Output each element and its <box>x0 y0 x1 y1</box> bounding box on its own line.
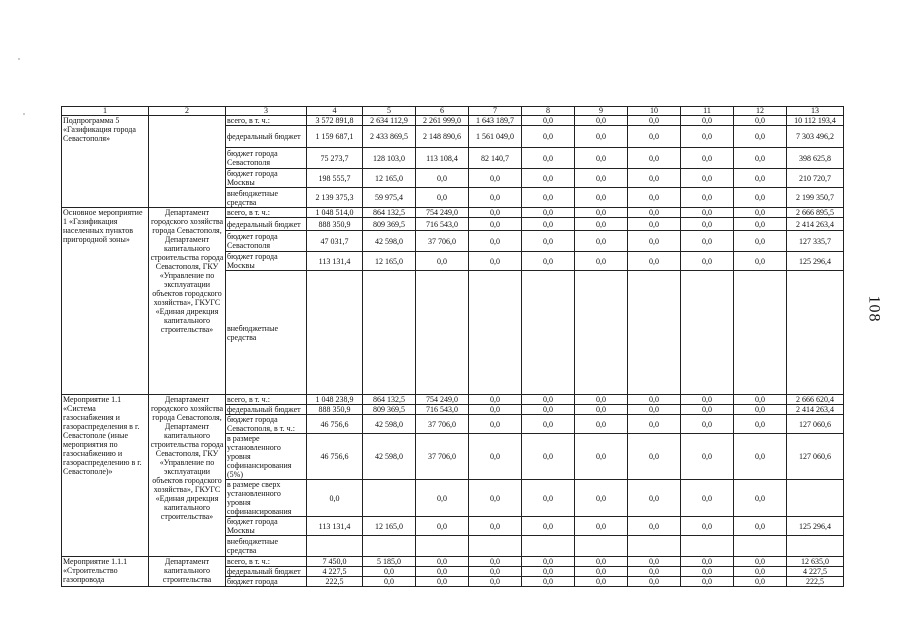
amount-cell: 0,0 <box>575 169 628 188</box>
amount-cell <box>575 271 628 395</box>
program-name-cell: Мероприятие 1.1 «Система газоснабжения и газораспределения в г. Севастополе (иные мероприятия по газоснабжению и газораспределению в г. Севастополе)» <box>62 395 149 557</box>
amount-cell: 12 165,0 <box>363 169 416 188</box>
amount-cell: 888 350,9 <box>307 405 363 415</box>
amount-cell <box>522 271 575 395</box>
amount-cell: 10 112 193,4 <box>787 116 844 126</box>
amount-cell: 0,0 <box>681 567 734 577</box>
program-name-cell: Основное мероприятие 1 «Газификация населенных пунктов пригородной зоны» <box>62 208 149 395</box>
amount-cell: 37 706,0 <box>416 415 469 434</box>
funding-source-cell: внебюджетные средства <box>226 188 307 208</box>
amount-cell: 0,0 <box>681 188 734 208</box>
column-number-cell: 8 <box>522 107 575 116</box>
amount-cell: 0,0 <box>681 517 734 536</box>
program-name-cell: Мероприятие 1.1.1 «Строительство газопровода <box>62 557 149 587</box>
amount-cell: 0,0 <box>734 169 787 188</box>
amount-cell: 0,0 <box>681 252 734 271</box>
amount-cell <box>787 536 844 557</box>
table-row <box>62 395 844 405</box>
column-number-row <box>62 107 844 116</box>
amount-cell: 128 103,0 <box>363 148 416 169</box>
amount-cell: 198 555,7 <box>307 169 363 188</box>
amount-cell: 0,0 <box>628 188 681 208</box>
amount-cell: 1 159 687,1 <box>307 126 363 148</box>
amount-cell: 37 706,0 <box>416 434 469 480</box>
funding-source-cell: федеральный бюджет <box>226 218 307 231</box>
amount-cell <box>469 536 522 557</box>
amount-cell: 0,0 <box>469 231 522 252</box>
amount-cell: 0,0 <box>628 169 681 188</box>
amount-cell <box>416 536 469 557</box>
amount-cell: 47 031,7 <box>307 231 363 252</box>
amount-cell: 0,0 <box>416 169 469 188</box>
amount-cell: 0,0 <box>416 252 469 271</box>
amount-cell: 2 139 375,3 <box>307 188 363 208</box>
column-number-cell: 12 <box>734 107 787 116</box>
column-number-cell: 4 <box>307 107 363 116</box>
amount-cell: 0,0 <box>628 517 681 536</box>
funding-source-cell: в размере установленного уровня софинансирования (5%) <box>226 434 307 480</box>
amount-cell <box>734 536 787 557</box>
amount-cell: 127 060,6 <box>787 415 844 434</box>
amount-cell: 0,0 <box>681 480 734 517</box>
amount-cell: 0,0 <box>469 557 522 567</box>
funding-source-cell: бюджет города Севастополя <box>226 231 307 252</box>
amount-cell <box>363 536 416 557</box>
table-row <box>62 557 844 567</box>
amount-cell: 0,0 <box>522 148 575 169</box>
amount-cell: 1 048 514,0 <box>307 208 363 218</box>
amount-cell: 1 561 049,0 <box>469 126 522 148</box>
amount-cell: 113 131,4 <box>307 252 363 271</box>
funding-source-cell: бюджет города Москвы <box>226 252 307 271</box>
amount-cell: 0,0 <box>469 169 522 188</box>
amount-cell: 1 048 238,9 <box>307 395 363 405</box>
amount-cell: 0,0 <box>734 208 787 218</box>
amount-cell: 0,0 <box>575 480 628 517</box>
amount-cell: 0,0 <box>575 415 628 434</box>
amount-cell <box>734 271 787 395</box>
amount-cell: 0,0 <box>522 231 575 252</box>
amount-cell: 0,0 <box>469 480 522 517</box>
amount-cell: 0,0 <box>681 218 734 231</box>
amount-cell: 0,0 <box>734 577 787 587</box>
amount-cell: 0,0 <box>522 557 575 567</box>
scan-speck <box>18 58 20 60</box>
amount-cell: 0,0 <box>575 395 628 405</box>
amount-cell: 2 414 263,4 <box>787 218 844 231</box>
page-number: 108 <box>865 295 883 323</box>
amount-cell: 2 666 620,4 <box>787 395 844 405</box>
amount-cell: 0,0 <box>734 252 787 271</box>
amount-cell: 0,0 <box>575 218 628 231</box>
amount-cell: 1 643 189,7 <box>469 116 522 126</box>
amount-cell: 0,0 <box>469 252 522 271</box>
amount-cell: 809 369,5 <box>363 218 416 231</box>
column-number-cell: 10 <box>628 107 681 116</box>
amount-cell: 42 598,0 <box>363 415 416 434</box>
amount-cell: 0,0 <box>575 252 628 271</box>
amount-cell: 754 249,0 <box>416 395 469 405</box>
amount-cell: 0,0 <box>575 557 628 567</box>
amount-cell: 127 335,7 <box>787 231 844 252</box>
amount-cell: 0,0 <box>628 567 681 577</box>
amount-cell: 716 543,0 <box>416 218 469 231</box>
amount-cell: 0,0 <box>628 148 681 169</box>
amount-cell: 2 433 869,5 <box>363 126 416 148</box>
amount-cell: 0,0 <box>628 557 681 567</box>
amount-cell: 0,0 <box>575 567 628 577</box>
amount-cell: 0,0 <box>681 208 734 218</box>
amount-cell: 75 273,7 <box>307 148 363 169</box>
funding-source-cell: бюджет города Москвы <box>226 169 307 188</box>
funding-source-cell: в размере сверх установленного уровня софинансирования <box>226 480 307 517</box>
amount-cell: 0,0 <box>628 434 681 480</box>
amount-cell: 0,0 <box>469 517 522 536</box>
amount-cell: 0,0 <box>469 567 522 577</box>
funding-source-cell: бюджет города <box>226 577 307 587</box>
funding-source-cell: всего, в т. ч.: <box>226 395 307 405</box>
amount-cell: 0,0 <box>628 252 681 271</box>
amount-cell: 0,0 <box>469 405 522 415</box>
amount-cell: 46 756,6 <box>307 434 363 480</box>
column-number-cell: 5 <box>363 107 416 116</box>
amount-cell: 2 634 112,9 <box>363 116 416 126</box>
executor-cell: Департамент капитального строительства <box>149 557 226 587</box>
amount-cell: 0,0 <box>469 208 522 218</box>
amount-cell: 0,0 <box>469 434 522 480</box>
amount-cell <box>469 271 522 395</box>
amount-cell: 0,0 <box>469 415 522 434</box>
amount-cell: 7 303 496,2 <box>787 126 844 148</box>
amount-cell: 0,0 <box>575 116 628 126</box>
amount-cell: 0,0 <box>681 116 734 126</box>
amount-cell: 82 140,7 <box>469 148 522 169</box>
amount-cell: 4 227,5 <box>307 567 363 577</box>
amount-cell: 0,0 <box>575 405 628 415</box>
amount-cell: 0,0 <box>522 126 575 148</box>
amount-cell: 2 261 999,0 <box>416 116 469 126</box>
amount-cell: 864 132,5 <box>363 208 416 218</box>
amount-cell: 0,0 <box>628 480 681 517</box>
amount-cell: 398 625,8 <box>787 148 844 169</box>
amount-cell: 222,5 <box>307 577 363 587</box>
amount-cell: 0,0 <box>628 208 681 218</box>
table-body <box>62 107 844 587</box>
amount-cell <box>628 271 681 395</box>
amount-cell: 42 598,0 <box>363 231 416 252</box>
amount-cell: 0,0 <box>734 231 787 252</box>
amount-cell: 0,0 <box>522 395 575 405</box>
amount-cell: 0,0 <box>416 480 469 517</box>
funding-source-cell: федеральный бюджет <box>226 405 307 415</box>
amount-cell: 0,0 <box>469 395 522 405</box>
amount-cell: 0,0 <box>734 517 787 536</box>
amount-cell: 888 350,9 <box>307 218 363 231</box>
amount-cell <box>575 536 628 557</box>
amount-cell: 0,0 <box>681 557 734 567</box>
amount-cell: 0,0 <box>575 517 628 536</box>
funding-source-cell: федеральный бюджет <box>226 126 307 148</box>
funding-source-cell: бюджет города Севастополя <box>226 148 307 169</box>
amount-cell: 0,0 <box>522 577 575 587</box>
amount-cell: 125 296,4 <box>787 252 844 271</box>
executor-cell <box>149 116 226 208</box>
column-number-cell: 1 <box>62 107 149 116</box>
amount-cell <box>681 536 734 557</box>
amount-cell: 0,0 <box>363 567 416 577</box>
amount-cell: 0,0 <box>681 148 734 169</box>
amount-cell: 2 414 263,4 <box>787 405 844 415</box>
funding-source-cell: федеральный бюджет <box>226 567 307 577</box>
amount-cell: 0,0 <box>628 395 681 405</box>
amount-cell: 0,0 <box>681 169 734 188</box>
amount-cell: 0,0 <box>681 577 734 587</box>
amount-cell: 113 131,4 <box>307 517 363 536</box>
amount-cell: 0,0 <box>522 405 575 415</box>
amount-cell: 0,0 <box>416 188 469 208</box>
amount-cell: 0,0 <box>734 557 787 567</box>
amount-cell: 0,0 <box>681 395 734 405</box>
scan-speck <box>23 113 25 115</box>
amount-cell: 0,0 <box>628 415 681 434</box>
amount-cell: 0,0 <box>734 405 787 415</box>
amount-cell: 0,0 <box>575 208 628 218</box>
amount-cell: 0,0 <box>628 218 681 231</box>
amount-cell: 222,5 <box>787 577 844 587</box>
executor-cell: Департамент городского хозяйства города Севастополя, Департамент капитального строительства города Севастополя, ГКУ «Управление по эксплуатации объектов городского хозяйства», ГКУГС «Единая дирекция капитального строительства» <box>149 395 226 557</box>
funding-source-cell: бюджет города Севастополя, в т. ч.: <box>226 415 307 434</box>
amount-cell: 0,0 <box>522 517 575 536</box>
amount-cell: 125 296,4 <box>787 517 844 536</box>
amount-cell <box>307 271 363 395</box>
amount-cell: 0,0 <box>416 577 469 587</box>
amount-cell: 0,0 <box>522 252 575 271</box>
funding-source-cell: всего, в т. ч.: <box>226 208 307 218</box>
amount-cell: 0,0 <box>469 218 522 231</box>
amount-cell: 0,0 <box>628 116 681 126</box>
amount-cell: 0,0 <box>363 577 416 587</box>
executor-cell: Департамент городского хозяйства города Севастополя, Департамент капитального строительства города Севастополя, ГКУ «Управление по эксплуатации объектов городского хозяйства», ГКУГС «Единая дирекция капитального строительства» <box>149 208 226 395</box>
amount-cell: 42 598,0 <box>363 434 416 480</box>
amount-cell: 0,0 <box>628 126 681 148</box>
amount-cell: 0,0 <box>734 434 787 480</box>
amount-cell: 46 756,6 <box>307 415 363 434</box>
amount-cell: 0,0 <box>575 126 628 148</box>
amount-cell: 0,0 <box>734 567 787 577</box>
column-number-cell: 9 <box>575 107 628 116</box>
amount-cell: 0,0 <box>734 480 787 517</box>
amount-cell: 0,0 <box>681 434 734 480</box>
amount-cell: 0,0 <box>734 218 787 231</box>
amount-cell: 0,0 <box>307 480 363 517</box>
amount-cell: 59 975,4 <box>363 188 416 208</box>
amount-cell: 809 369,5 <box>363 405 416 415</box>
amount-cell: 0,0 <box>469 577 522 587</box>
amount-cell: 0,0 <box>681 415 734 434</box>
amount-cell: 210 720,7 <box>787 169 844 188</box>
amount-cell: 0,0 <box>522 169 575 188</box>
amount-cell <box>363 480 416 517</box>
amount-cell <box>787 271 844 395</box>
amount-cell: 0,0 <box>416 517 469 536</box>
amount-cell: 12 165,0 <box>363 517 416 536</box>
amount-cell: 0,0 <box>734 395 787 405</box>
amount-cell: 0,0 <box>522 415 575 434</box>
amount-cell: 0,0 <box>734 116 787 126</box>
amount-cell: 5 185,0 <box>363 557 416 567</box>
amount-cell: 0,0 <box>522 208 575 218</box>
amount-cell: 7 450,0 <box>307 557 363 567</box>
amount-cell <box>307 536 363 557</box>
amount-cell: 0,0 <box>416 567 469 577</box>
amount-cell: 2 666 895,5 <box>787 208 844 218</box>
amount-cell: 864 132,5 <box>363 395 416 405</box>
column-number-cell: 3 <box>226 107 307 116</box>
amount-cell: 0,0 <box>575 577 628 587</box>
column-number-cell: 13 <box>787 107 844 116</box>
amount-cell: 0,0 <box>575 188 628 208</box>
funding-source-cell: внебюджетные средства <box>226 271 307 395</box>
amount-cell <box>416 271 469 395</box>
amount-cell: 0,0 <box>522 116 575 126</box>
amount-cell: 0,0 <box>734 415 787 434</box>
amount-cell: 2 148 890,6 <box>416 126 469 148</box>
funding-source-cell: всего, в т. ч.: <box>226 116 307 126</box>
amount-cell: 0,0 <box>628 577 681 587</box>
amount-cell: 0,0 <box>628 405 681 415</box>
amount-cell: 0,0 <box>575 148 628 169</box>
amount-cell: 0,0 <box>628 231 681 252</box>
amount-cell: 0,0 <box>522 567 575 577</box>
amount-cell: 0,0 <box>734 148 787 169</box>
funding-source-cell: внебюджетные средства <box>226 536 307 557</box>
funding-source-cell: бюджет города Москвы <box>226 517 307 536</box>
amount-cell: 0,0 <box>681 405 734 415</box>
funding-source-cell: всего, в т. ч.: <box>226 557 307 567</box>
amount-cell: 0,0 <box>734 188 787 208</box>
amount-cell: 113 108,4 <box>416 148 469 169</box>
table-row <box>62 116 844 126</box>
amount-cell <box>787 480 844 517</box>
table-row <box>62 208 844 218</box>
amount-cell: 3 572 891,8 <box>307 116 363 126</box>
amount-cell: 0,0 <box>681 231 734 252</box>
amount-cell: 0,0 <box>522 188 575 208</box>
amount-cell: 127 060,6 <box>787 434 844 480</box>
amount-cell: 0,0 <box>734 126 787 148</box>
amount-cell: 0,0 <box>416 557 469 567</box>
column-number-cell: 11 <box>681 107 734 116</box>
amount-cell: 754 249,0 <box>416 208 469 218</box>
amount-cell: 12 165,0 <box>363 252 416 271</box>
amount-cell: 0,0 <box>522 434 575 480</box>
program-name-cell: Подпрограмма 5 «Газификация города Севастополя» <box>62 116 149 208</box>
amount-cell: 0,0 <box>522 218 575 231</box>
amount-cell: 0,0 <box>575 434 628 480</box>
column-number-cell: 7 <box>469 107 522 116</box>
amount-cell: 716 543,0 <box>416 405 469 415</box>
amount-cell <box>522 536 575 557</box>
amount-cell: 0,0 <box>681 126 734 148</box>
budget-table <box>61 106 844 587</box>
column-number-cell: 6 <box>416 107 469 116</box>
amount-cell: 37 706,0 <box>416 231 469 252</box>
amount-cell: 0,0 <box>575 231 628 252</box>
column-number-cell: 2 <box>149 107 226 116</box>
amount-cell <box>681 271 734 395</box>
amount-cell <box>363 271 416 395</box>
amount-cell: 0,0 <box>522 480 575 517</box>
amount-cell <box>628 536 681 557</box>
amount-cell: 0,0 <box>469 188 522 208</box>
amount-cell: 2 199 350,7 <box>787 188 844 208</box>
amount-cell: 4 227,5 <box>787 567 844 577</box>
amount-cell: 12 635,0 <box>787 557 844 567</box>
